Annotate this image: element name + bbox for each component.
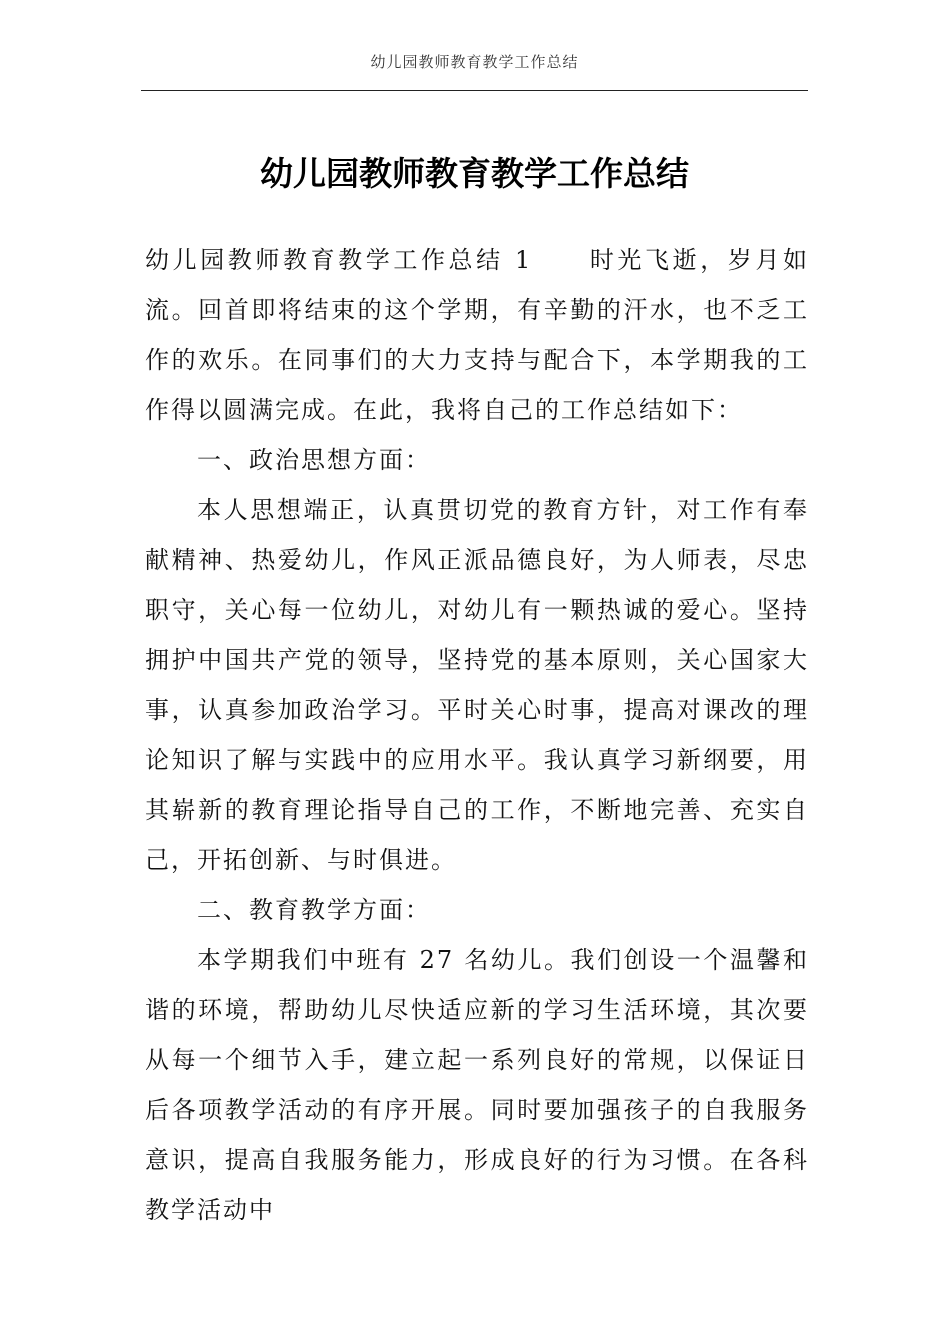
document-title: 幼儿园教师教育教学工作总结 xyxy=(260,154,689,193)
section-paragraph-politics: 本人思想端正，认真贯切党的教育方针，对工作有奉献精神、热爱幼儿，作风正派品德良好，为人师表，尽忠职守，关心每一位幼儿，对幼儿有一颗热诚的爱心。坚持拥护中国共产党的领导，坚持党的基本原则，关心国家大事，认真参加政治学习。平时关心时事，提高对课改的理论知识了解与实践中的应用水平。我认真学习新纲要，用其崭新的教育理论指导自己的工作，不断地完善、充实自己，开拓创新、与时俱进。 xyxy=(145,496,809,874)
section-heading-politics: 一、政治思想方面： xyxy=(197,446,431,474)
intro-label: 幼儿园教师教育教学工作总结 1 xyxy=(145,246,533,274)
intro-paragraph xyxy=(145,235,809,435)
running-header: 幼儿园教师教育教学工作总结 xyxy=(370,53,579,71)
header-divider xyxy=(141,90,808,91)
intro-text: 时光飞逝，岁月如流。回首即将结束的这个学期，有辛勤的汗水，也不乏工作的欢乐。在同事们的大力支持与配合下，本学期我的工作得以圆满完成。在此，我将自己的工作总结如下： xyxy=(145,246,809,424)
document-body xyxy=(145,235,809,1235)
section-paragraph-teaching: 本学期我们中班有 27 名幼儿。我们创设一个温馨和谐的环境，帮助幼儿尽快适应新的学习生活环境，其次要从每一个细节入手，建立起一系列良好的常规，以保证日后各项教学活动的有序开展。同时要加强孩子的自我服务意识，提高自我服务能力，形成良好的行为习惯。在各科教学活动中 xyxy=(145,946,809,1224)
section-heading-teaching: 二、教育教学方面： xyxy=(197,896,431,924)
